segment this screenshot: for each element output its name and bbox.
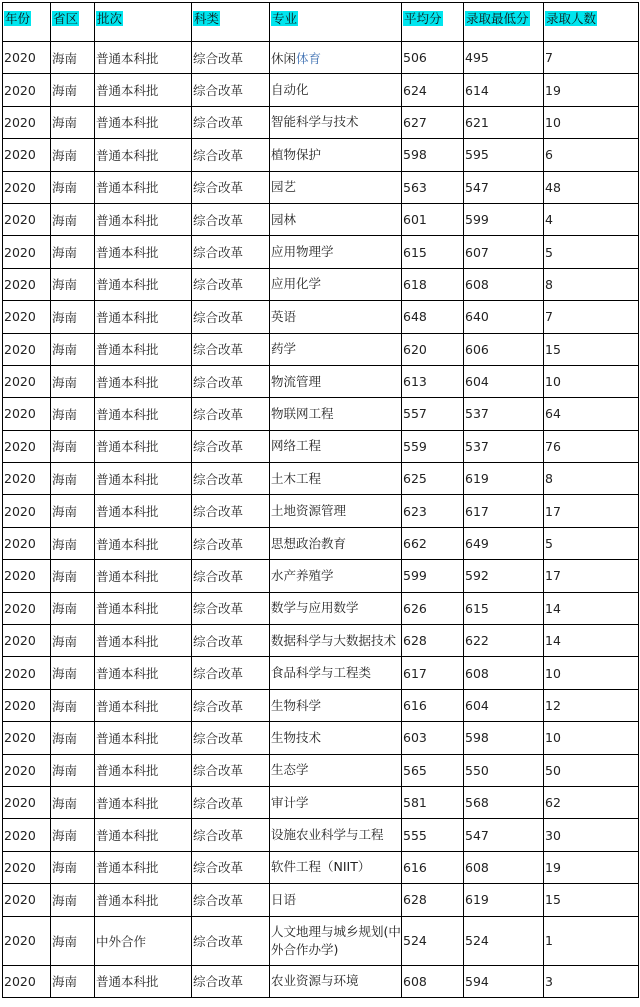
cell-min-score: 550: [464, 754, 544, 786]
table-row: [3, 430, 639, 462]
cell-average-score: 608: [402, 965, 464, 997]
cell-min-score: 547: [464, 171, 544, 203]
cell-major: 数学与应用数学: [270, 592, 402, 624]
cell-admit-count: 8: [544, 268, 639, 300]
cell-min-score: 640: [464, 301, 544, 333]
cell-admit-count: 76: [544, 430, 639, 462]
cell-year: 2020: [3, 42, 51, 74]
cell-province: 海南: [51, 495, 95, 527]
cell-category: 综合改革: [192, 819, 270, 851]
cell-category: 综合改革: [192, 398, 270, 430]
cell-admit-count: 14: [544, 592, 639, 624]
cell-year: 2020: [3, 236, 51, 268]
cell-admit-count: 19: [544, 851, 639, 883]
cell-batch: 普通本科批: [95, 689, 192, 721]
cell-year: 2020: [3, 203, 51, 235]
table-row: [3, 851, 639, 883]
cell-category: 综合改革: [192, 722, 270, 754]
cell-average-score: 559: [402, 430, 464, 462]
cell-batch: 普通本科批: [95, 301, 192, 333]
cell-batch: 普通本科批: [95, 965, 192, 997]
cell-batch: 普通本科批: [95, 851, 192, 883]
cell-province: 海南: [51, 365, 95, 397]
cell-average-score: 616: [402, 689, 464, 721]
cell-batch: 普通本科批: [95, 106, 192, 138]
cell-batch: 普通本科批: [95, 74, 192, 106]
cell-category: 综合改革: [192, 463, 270, 495]
cell-min-score: 547: [464, 819, 544, 851]
cell-province: 海南: [51, 625, 95, 657]
table-header-row: [3, 3, 639, 42]
cell-average-score: 613: [402, 365, 464, 397]
table-row: [3, 722, 639, 754]
cell-min-score: 617: [464, 495, 544, 527]
cell-major: 水产养殖学: [270, 560, 402, 592]
cell-admit-count: 8: [544, 463, 639, 495]
table-row: [3, 42, 639, 74]
header-admit-count: 录取人数: [544, 3, 639, 42]
cell-average-score: 626: [402, 592, 464, 624]
cell-admit-count: 64: [544, 398, 639, 430]
table-row: [3, 786, 639, 818]
cell-province: 海南: [51, 786, 95, 818]
cell-year: 2020: [3, 722, 51, 754]
table-row: [3, 884, 639, 916]
cell-admit-count: 10: [544, 722, 639, 754]
cell-admit-count: 6: [544, 139, 639, 171]
cell-batch: 普通本科批: [95, 657, 192, 689]
cell-admit-count: 19: [544, 74, 639, 106]
cell-average-score: 648: [402, 301, 464, 333]
table-row: [3, 463, 639, 495]
cell-average-score: 625: [402, 463, 464, 495]
cell-batch: 普通本科批: [95, 625, 192, 657]
cell-category: 综合改革: [192, 884, 270, 916]
cell-average-score: 623: [402, 495, 464, 527]
cell-year: 2020: [3, 527, 51, 559]
cell-min-score: 621: [464, 106, 544, 138]
cell-year: 2020: [3, 916, 51, 965]
cell-min-score: 608: [464, 657, 544, 689]
table-row: [3, 592, 639, 624]
table-row: [3, 236, 639, 268]
cell-category: 综合改革: [192, 171, 270, 203]
cell-province: 海南: [51, 527, 95, 559]
cell-province: 海南: [51, 851, 95, 883]
cell-major: [270, 42, 402, 74]
header-min-score: 录取最低分: [464, 3, 544, 42]
cell-major: 网络工程: [270, 430, 402, 462]
cell-min-score: 598: [464, 722, 544, 754]
cell-major: 植物保护: [270, 139, 402, 171]
cell-min-score: 614: [464, 74, 544, 106]
cell-batch: 普通本科批: [95, 430, 192, 462]
table-row: [3, 916, 639, 965]
cell-admit-count: 10: [544, 365, 639, 397]
cell-min-score: 649: [464, 527, 544, 559]
cell-batch: 普通本科批: [95, 884, 192, 916]
cell-batch: 中外合作: [95, 916, 192, 965]
cell-year: 2020: [3, 851, 51, 883]
cell-province: 海南: [51, 884, 95, 916]
cell-admit-count: 5: [544, 236, 639, 268]
cell-batch: 普通本科批: [95, 268, 192, 300]
cell-min-score: 604: [464, 689, 544, 721]
header-year: 年份: [3, 3, 51, 42]
cell-major: 软件工程（NIIT）: [270, 851, 402, 883]
cell-average-score: 563: [402, 171, 464, 203]
header-province: 省区: [51, 3, 95, 42]
cell-major: 设施农业科学与工程: [270, 819, 402, 851]
cell-min-score: 568: [464, 786, 544, 818]
cell-min-score: 608: [464, 851, 544, 883]
cell-category: 综合改革: [192, 965, 270, 997]
cell-year: 2020: [3, 430, 51, 462]
table-row: [3, 965, 639, 997]
cell-average-score: 524: [402, 916, 464, 965]
cell-major: 智能科学与技术: [270, 106, 402, 138]
cell-province: 海南: [51, 301, 95, 333]
cell-min-score: 594: [464, 965, 544, 997]
cell-year: 2020: [3, 657, 51, 689]
cell-min-score: 607: [464, 236, 544, 268]
cell-category: 综合改革: [192, 495, 270, 527]
table-row: [3, 301, 639, 333]
cell-average-score: 627: [402, 106, 464, 138]
cell-province: 海南: [51, 268, 95, 300]
cell-average-score: 620: [402, 333, 464, 365]
cell-major: 土地资源管理: [270, 495, 402, 527]
cell-admit-count: 1: [544, 916, 639, 965]
cell-min-score: 622: [464, 625, 544, 657]
cell-category: 综合改革: [192, 689, 270, 721]
cell-major: 园林: [270, 203, 402, 235]
cell-province: 海南: [51, 74, 95, 106]
cell-batch: 普通本科批: [95, 463, 192, 495]
cell-category: 综合改革: [192, 851, 270, 883]
header-average-score: 平均分: [402, 3, 464, 42]
cell-admit-count: 17: [544, 495, 639, 527]
cell-year: 2020: [3, 106, 51, 138]
cell-year: 2020: [3, 495, 51, 527]
cell-category: 综合改革: [192, 527, 270, 559]
cell-admit-count: 10: [544, 106, 639, 138]
cell-category: 综合改革: [192, 365, 270, 397]
table-row: [3, 754, 639, 786]
cell-province: 海南: [51, 560, 95, 592]
cell-major: 食品科学与工程类: [270, 657, 402, 689]
cell-average-score: 506: [402, 42, 464, 74]
cell-year: 2020: [3, 560, 51, 592]
cell-province: 海南: [51, 171, 95, 203]
cell-average-score: 581: [402, 786, 464, 818]
cell-min-score: 524: [464, 916, 544, 965]
cell-year: 2020: [3, 365, 51, 397]
cell-admit-count: 15: [544, 884, 639, 916]
cell-province: 海南: [51, 722, 95, 754]
cell-admit-count: 30: [544, 819, 639, 851]
cell-province: 海南: [51, 203, 95, 235]
cell-min-score: 537: [464, 430, 544, 462]
cell-major: 日语: [270, 884, 402, 916]
cell-year: 2020: [3, 819, 51, 851]
table-row: [3, 819, 639, 851]
cell-admit-count: 48: [544, 171, 639, 203]
cell-major: 药学: [270, 333, 402, 365]
cell-major: 审计学: [270, 786, 402, 818]
table-row: [3, 495, 639, 527]
admission-table: [2, 2, 639, 998]
table-row: [3, 268, 639, 300]
cell-category: 综合改革: [192, 333, 270, 365]
cell-year: 2020: [3, 171, 51, 203]
cell-province: 海南: [51, 106, 95, 138]
table-row: [3, 365, 639, 397]
cell-min-score: 604: [464, 365, 544, 397]
cell-major: 人文地理与城乡规划(中外合作办学): [270, 916, 402, 965]
table-row: [3, 74, 639, 106]
cell-year: 2020: [3, 139, 51, 171]
cell-category: 综合改革: [192, 42, 270, 74]
cell-year: 2020: [3, 592, 51, 624]
cell-batch: 普通本科批: [95, 527, 192, 559]
table-row: [3, 139, 639, 171]
cell-province: 海南: [51, 139, 95, 171]
cell-major: 物联网工程: [270, 398, 402, 430]
major-link[interactable]: 体育: [296, 50, 322, 66]
cell-batch: 普通本科批: [95, 333, 192, 365]
cell-major: 生物技术: [270, 722, 402, 754]
cell-year: 2020: [3, 301, 51, 333]
cell-average-score: 557: [402, 398, 464, 430]
cell-category: 综合改革: [192, 657, 270, 689]
cell-province: 海南: [51, 42, 95, 74]
cell-major: 生物科学: [270, 689, 402, 721]
cell-year: 2020: [3, 398, 51, 430]
cell-admit-count: 7: [544, 301, 639, 333]
cell-major: 应用物理学: [270, 236, 402, 268]
cell-major: 农业资源与环境: [270, 965, 402, 997]
cell-category: 综合改革: [192, 592, 270, 624]
cell-category: 综合改革: [192, 430, 270, 462]
cell-batch: 普通本科批: [95, 754, 192, 786]
cell-category: 综合改革: [192, 560, 270, 592]
cell-admit-count: 15: [544, 333, 639, 365]
cell-category: 综合改革: [192, 139, 270, 171]
cell-year: 2020: [3, 965, 51, 997]
cell-year: 2020: [3, 74, 51, 106]
cell-admit-count: 7: [544, 42, 639, 74]
cell-min-score: 606: [464, 333, 544, 365]
cell-average-score: 662: [402, 527, 464, 559]
cell-batch: 普通本科批: [95, 139, 192, 171]
cell-average-score: 628: [402, 625, 464, 657]
cell-category: 综合改革: [192, 786, 270, 818]
cell-category: 综合改革: [192, 106, 270, 138]
cell-batch: 普通本科批: [95, 171, 192, 203]
cell-major: 生态学: [270, 754, 402, 786]
cell-batch: 普通本科批: [95, 365, 192, 397]
cell-min-score: 619: [464, 463, 544, 495]
cell-province: 海南: [51, 916, 95, 965]
header-major: 专业: [270, 3, 402, 42]
cell-admit-count: 10: [544, 657, 639, 689]
cell-province: 海南: [51, 592, 95, 624]
cell-year: 2020: [3, 625, 51, 657]
cell-batch: 普通本科批: [95, 819, 192, 851]
cell-category: 综合改革: [192, 625, 270, 657]
cell-category: 综合改革: [192, 236, 270, 268]
cell-batch: 普通本科批: [95, 592, 192, 624]
cell-min-score: 495: [464, 42, 544, 74]
cell-min-score: 619: [464, 884, 544, 916]
table-row: [3, 203, 639, 235]
cell-major: 应用化学: [270, 268, 402, 300]
cell-average-score: 628: [402, 884, 464, 916]
table-row: [3, 625, 639, 657]
table-row: [3, 527, 639, 559]
cell-category: 综合改革: [192, 268, 270, 300]
table-row: [3, 689, 639, 721]
cell-province: 海南: [51, 657, 95, 689]
major-text: 休闲: [271, 50, 297, 66]
cell-batch: 普通本科批: [95, 236, 192, 268]
cell-min-score: 608: [464, 268, 544, 300]
cell-category: 综合改革: [192, 74, 270, 106]
cell-major: 自动化: [270, 74, 402, 106]
cell-year: 2020: [3, 268, 51, 300]
cell-province: 海南: [51, 398, 95, 430]
cell-major: 园艺: [270, 171, 402, 203]
cell-admit-count: 50: [544, 754, 639, 786]
cell-batch: 普通本科批: [95, 398, 192, 430]
cell-batch: 普通本科批: [95, 722, 192, 754]
cell-province: 海南: [51, 819, 95, 851]
cell-year: 2020: [3, 689, 51, 721]
header-category: 科类: [192, 3, 270, 42]
cell-category: 综合改革: [192, 301, 270, 333]
cell-province: 海南: [51, 236, 95, 268]
table-row: [3, 398, 639, 430]
cell-batch: 普通本科批: [95, 560, 192, 592]
cell-category: 综合改革: [192, 916, 270, 965]
cell-min-score: 595: [464, 139, 544, 171]
cell-average-score: 601: [402, 203, 464, 235]
cell-year: 2020: [3, 333, 51, 365]
cell-admit-count: 12: [544, 689, 639, 721]
cell-admit-count: 3: [544, 965, 639, 997]
cell-province: 海南: [51, 333, 95, 365]
cell-province: 海南: [51, 689, 95, 721]
cell-year: 2020: [3, 884, 51, 916]
table-row: [3, 333, 639, 365]
cell-min-score: 537: [464, 398, 544, 430]
cell-batch: 普通本科批: [95, 42, 192, 74]
cell-province: 海南: [51, 463, 95, 495]
cell-average-score: 598: [402, 139, 464, 171]
cell-average-score: 615: [402, 236, 464, 268]
cell-average-score: 618: [402, 268, 464, 300]
cell-min-score: 592: [464, 560, 544, 592]
cell-batch: 普通本科批: [95, 786, 192, 818]
cell-average-score: 616: [402, 851, 464, 883]
cell-admit-count: 17: [544, 560, 639, 592]
cell-average-score: 565: [402, 754, 464, 786]
cell-year: 2020: [3, 754, 51, 786]
cell-average-score: 617: [402, 657, 464, 689]
cell-admit-count: 5: [544, 527, 639, 559]
cell-average-score: 599: [402, 560, 464, 592]
cell-batch: 普通本科批: [95, 495, 192, 527]
table-row: [3, 106, 639, 138]
cell-min-score: 599: [464, 203, 544, 235]
table-body: [3, 42, 639, 998]
cell-province: 海南: [51, 754, 95, 786]
cell-year: 2020: [3, 463, 51, 495]
cell-year: 2020: [3, 786, 51, 818]
cell-min-score: 615: [464, 592, 544, 624]
cell-average-score: 555: [402, 819, 464, 851]
cell-province: 海南: [51, 430, 95, 462]
cell-batch: 普通本科批: [95, 203, 192, 235]
cell-category: 综合改革: [192, 754, 270, 786]
table-row: [3, 657, 639, 689]
cell-major: 思想政治教育: [270, 527, 402, 559]
cell-average-score: 624: [402, 74, 464, 106]
cell-major: 英语: [270, 301, 402, 333]
cell-average-score: 603: [402, 722, 464, 754]
cell-admit-count: 14: [544, 625, 639, 657]
cell-major: 土木工程: [270, 463, 402, 495]
header-batch: 批次: [95, 3, 192, 42]
cell-major: 数据科学与大数据技术: [270, 625, 402, 657]
cell-major: 物流管理: [270, 365, 402, 397]
cell-admit-count: 62: [544, 786, 639, 818]
cell-admit-count: 4: [544, 203, 639, 235]
table-row: [3, 171, 639, 203]
cell-province: 海南: [51, 965, 95, 997]
cell-category: 综合改革: [192, 203, 270, 235]
table-row: [3, 560, 639, 592]
